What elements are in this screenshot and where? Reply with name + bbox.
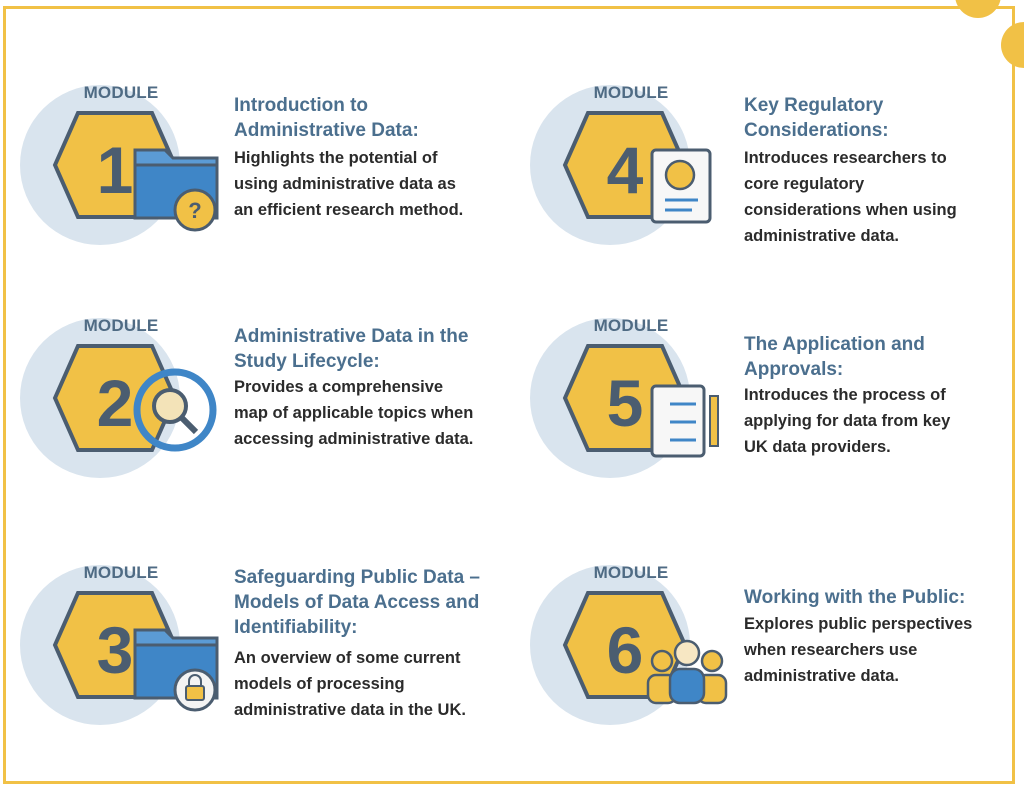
module-number: 1 [96, 133, 134, 207]
module-label: MODULE [83, 316, 159, 335]
module-3 [20, 565, 520, 765]
module-title: Working with the Public: [744, 587, 966, 608]
module-label: MODULE [83, 563, 159, 582]
module-number: 2 [96, 366, 134, 440]
module-label: MODULE [593, 83, 669, 102]
svg-text:?: ? [188, 198, 202, 223]
module-description: An overview of some current models of processing administrative data in the UK. [234, 649, 466, 719]
module-6 [530, 565, 1024, 765]
module-title: Key Regulatory Considerations: [744, 95, 889, 141]
module-title: Safeguarding Public Data – Models of Data Access and Identifiability: [234, 567, 480, 638]
module-number: 6 [606, 613, 644, 687]
module-title: Introduction to Administrative Data: [234, 95, 419, 141]
module-number: 4 [606, 133, 644, 207]
module-2 [20, 318, 520, 518]
module-title: Administrative Data in the Study Lifecycle: [234, 326, 469, 372]
module-1 [20, 85, 520, 285]
module-5 [530, 318, 1024, 518]
module-4 [530, 85, 1024, 285]
module-label: MODULE [83, 83, 159, 102]
module-description: Introduces the process of applying for data from key UK data providers. [744, 386, 951, 456]
module-description: Explores public perspectives when researchers use administrative data. [744, 615, 973, 685]
module-title: The Application and Approvals: [744, 334, 925, 380]
module-label: MODULE [593, 316, 669, 335]
module-number: 3 [96, 613, 134, 687]
module-description: Introduces researchers to core regulatory considerations when using administrative data. [744, 149, 957, 245]
module-description: Provides a comprehensive map of applicable topics when accessing administrative data. [234, 378, 474, 448]
module-number: 5 [606, 366, 644, 440]
module-label: MODULE [593, 563, 669, 582]
module-description: Highlights the potential of using administrative data as an efficient research method. [234, 149, 464, 219]
